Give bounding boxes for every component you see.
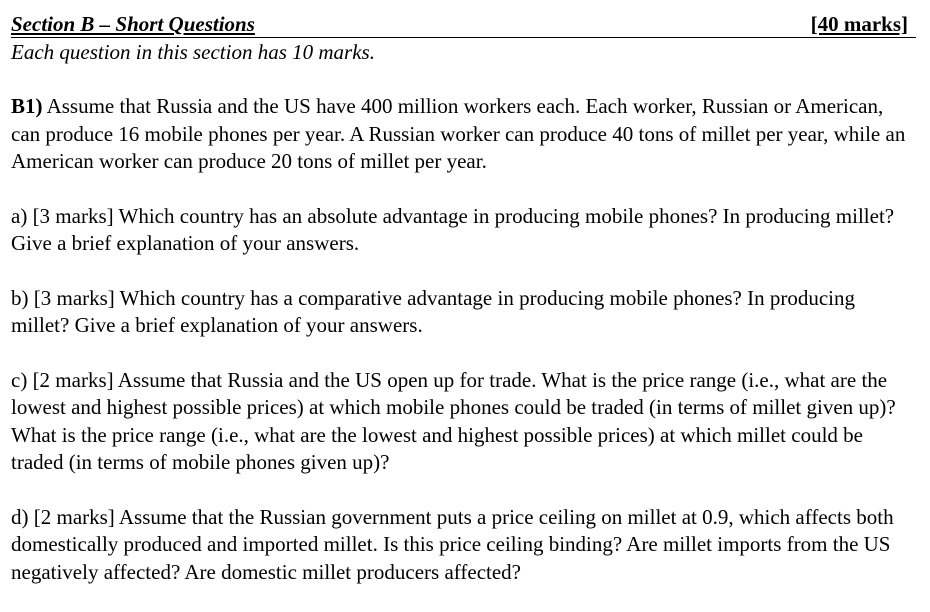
section-header <box>11 8 916 38</box>
question-part-d: d) [2 marks] Assume that the Russian government puts a price ceiling on millet at 0.9, which affects both domestically produced and imported millet. Is this price ceiling binding? Are millet imports from the US negatively affected? Are domestic millet producers affected? <box>11 504 894 584</box>
section-title: Section B – Short Questions <box>11 12 255 36</box>
question-b1 <box>11 93 916 176</box>
section-marks: [40 marks] <box>810 12 908 36</box>
question-text: Assume that Russia and the US have 400 million workers each. Each worker, Russian or American, can produce 16 mobile phones per year. A Russian worker can produce 40 tons of millet per year, while an American worker can produce 20 tons of millet per year. <box>11 94 906 173</box>
document-page <box>11 8 916 586</box>
question-label: B1) <box>11 94 43 118</box>
question-part-b: b) [3 marks] Which country has a comparative advantage in producing mobile phones? In producing millet? Give a brief explanation of your answers. <box>11 285 856 337</box>
question-part-c: c) [2 marks] Assume that Russia and the US open up for trade. What is the price range (i.e., what are the lowest and highest possible prices) at which mobile phones could be traded (in terms of millet given up)? What is the price range (i.e., what are the lowest and highest possible prices) at which millet could be traded (in terms of mobile phones given up)? <box>11 367 896 474</box>
question-part-a: a) [3 marks] Which country has an absolute advantage in producing mobile phones? In producing millet? Give a brief explanation of your answers. <box>11 203 895 255</box>
section-subtitle: Each question in this section has 10 marks. <box>11 40 375 64</box>
